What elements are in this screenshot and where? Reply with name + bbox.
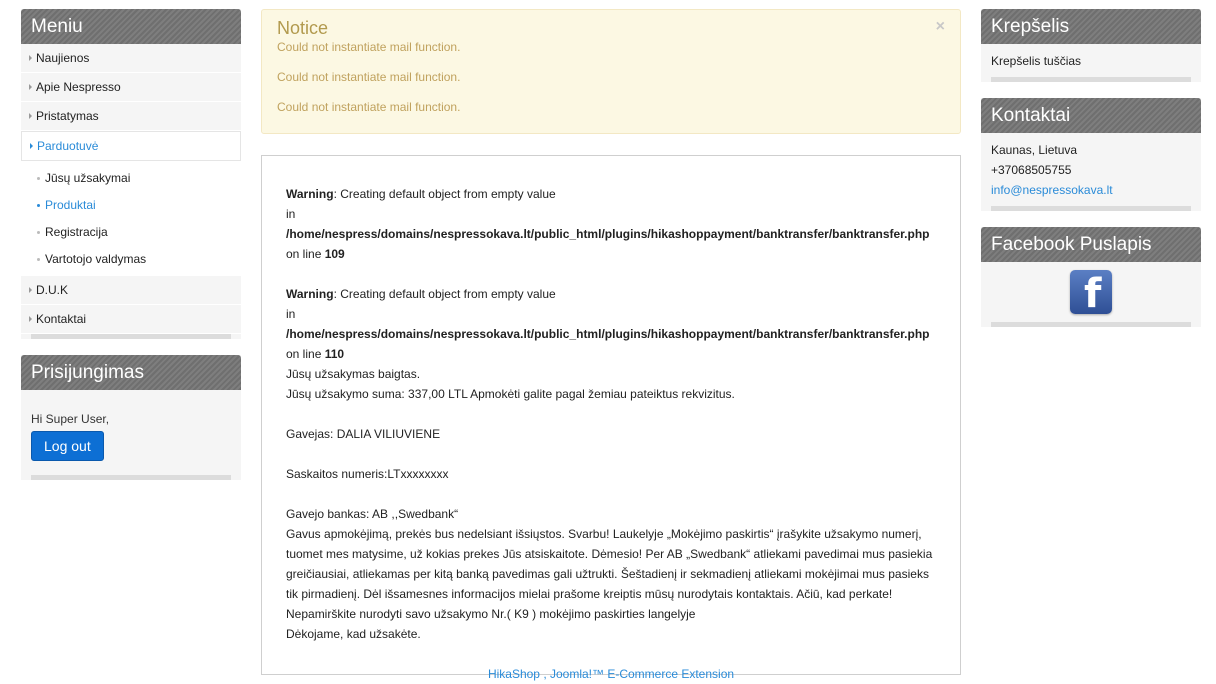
contacts-body xyxy=(981,133,1201,206)
order-sum: Jūsų užsakymo suma: 337,00 LTL Apmokėti galite pagal žemiau pateiktus rekvizitus. xyxy=(286,387,735,401)
module-divider xyxy=(991,77,1191,82)
cart-title: Krepšelis xyxy=(981,9,1201,44)
thanks: Dėkojame, kad užsakėte. xyxy=(286,627,421,641)
hikashop-link[interactable]: HikaShop , Joomla!™ E-Commerce Extension xyxy=(487,667,735,681)
notice-message: Could not instantiate mail function. xyxy=(277,100,461,114)
notice-message: Could not instantiate mail function. xyxy=(277,40,461,54)
menu-item-parduotuve[interactable] xyxy=(21,131,241,161)
instructions-line: tik pirmadienį. Dėl išsamesnes informacijos mielai prašome kreiptis mūsų nurodytais kontaktais. Ačiū, kad perkate! xyxy=(286,587,893,601)
contact-email-link[interactable]: info@nespressokava.lt xyxy=(991,183,1113,197)
menu-item-pristatymas[interactable] xyxy=(21,102,241,130)
submenu-item-label: Produktai xyxy=(45,198,96,212)
menu-item-label: Parduotuvė xyxy=(37,139,99,153)
warning-on-line: on line xyxy=(286,247,325,261)
warning-path: /home/nespress/domains/nespressokava.lt/public_html/plugins/hikashoppayment/banktransfer/banktransfer.php xyxy=(286,227,930,241)
warning-line: 110 xyxy=(324,347,345,361)
warning-path: /home/nespress/domains/nespressokava.lt/public_html/plugins/hikashoppayment/banktransfer/banktransfer.php xyxy=(286,327,930,341)
submenu-item-produktai[interactable] xyxy=(21,192,241,219)
cart-module xyxy=(981,9,1201,82)
menu-item-label: Naujienos xyxy=(36,51,90,65)
warning-line: 109 xyxy=(324,247,345,261)
facebook-title: Facebook Puslapis xyxy=(981,227,1201,262)
bullet-icon xyxy=(37,258,40,261)
shop-submenu xyxy=(21,161,241,275)
cart-empty-text: Krepšelis tuščias xyxy=(991,54,1082,68)
instructions-line: Nepamirškite nurodyti savo užsakymo Nr.( K9 ) mokėjimo paskirties langelyje xyxy=(286,607,696,621)
main-column xyxy=(261,9,961,681)
caret-right-icon xyxy=(29,287,32,293)
menu-item-label: Kontaktai xyxy=(36,312,87,326)
logout-button[interactable]: Log out xyxy=(31,431,104,461)
warning-in: in xyxy=(286,207,296,221)
menu-item-label: Apie Nespresso xyxy=(36,80,121,94)
cart-body xyxy=(981,44,1201,77)
menu-item-label: D.U.K xyxy=(36,283,69,297)
login-body xyxy=(21,390,241,475)
menu-item-label: Pristatymas xyxy=(36,109,99,123)
right-column xyxy=(981,9,1201,343)
caret-right-icon xyxy=(30,143,33,149)
notice-title: Notice xyxy=(277,18,329,38)
order-done: Jūsų užsakymas baigtas. xyxy=(286,367,421,381)
login-title: Prisijungimas xyxy=(21,355,241,390)
bullet-icon xyxy=(37,177,40,180)
receiver: Gavejas: DALIA VILIUVIENE xyxy=(286,427,441,441)
menu-module xyxy=(21,9,241,339)
submenu-item-label: Vartotojo valdymas xyxy=(45,252,147,266)
menu-item-apie-nespresso[interactable] xyxy=(21,73,241,101)
menu-item-naujienos[interactable] xyxy=(21,44,241,72)
left-column xyxy=(21,9,241,496)
module-divider xyxy=(31,475,231,480)
warning-label: Warning xyxy=(286,187,334,201)
warning-block xyxy=(286,184,936,264)
menu-item-duk[interactable] xyxy=(21,276,241,304)
caret-right-icon xyxy=(29,113,32,119)
instructions-line: greičiausiai, atliekamas per kitą banką pavedimas gali užtrukti. Šeštadienį ir sekmadienį atliekami mokėjimai mus pasieks xyxy=(286,567,929,581)
submenu-item-label: Registracija xyxy=(45,225,108,239)
order-content xyxy=(261,155,961,681)
facebook-icon[interactable]: f xyxy=(1070,270,1112,314)
notice-alert xyxy=(261,9,961,134)
warning-on-line: on line xyxy=(286,347,325,361)
caret-right-icon xyxy=(29,316,32,322)
facebook-module xyxy=(981,227,1201,327)
contacts-module xyxy=(981,98,1201,211)
login-greeting: Hi Super User, xyxy=(31,412,110,426)
warning-message: : Creating default object from empty value xyxy=(333,187,556,201)
instructions-line: tuomet mes matysime, už kokias prekes Jūs atsiskaitote. Dėmesio! Per AB „Swedbank“ atliekami pavedimai mus pasiekia xyxy=(286,547,933,561)
contact-phone: +37068505755 xyxy=(991,163,1072,177)
warning-label: Warning xyxy=(286,287,334,301)
account-number: Saskaitos numeris:LTxxxxxxxx xyxy=(286,467,449,481)
main-menu xyxy=(21,44,241,334)
menu-title: Meniu xyxy=(21,9,241,44)
submenu-item-registracija[interactable] xyxy=(21,219,241,246)
module-divider xyxy=(991,206,1191,211)
bank: Gavejo bankas: AB ,,Swedbank“ xyxy=(286,507,459,521)
notice-message: Could not instantiate mail function. xyxy=(277,70,461,84)
contact-city: Kaunas, Lietuva xyxy=(991,143,1078,157)
close-icon[interactable]: × xyxy=(935,18,945,35)
bullet-icon xyxy=(37,231,40,234)
login-module xyxy=(21,355,241,480)
module-divider xyxy=(31,334,231,339)
bullet-icon xyxy=(37,204,40,207)
submenu-item-vartotojo-valdymas[interactable] xyxy=(21,246,241,273)
contacts-title: Kontaktai xyxy=(981,98,1201,133)
module-divider xyxy=(991,322,1191,327)
caret-right-icon xyxy=(29,55,32,61)
submenu-item-jusu-uzsakymai[interactable] xyxy=(21,165,241,192)
instructions-line: Gavus apmokėjimą, prekės bus nedelsiant išsiųstos. Svarbu! Laukelyje „Mokėjimo paskirtis“ įrašykite užsakymo numerį, xyxy=(286,527,922,541)
warning-message: : Creating default object from empty value xyxy=(333,287,556,301)
warning-in: in xyxy=(286,307,296,321)
menu-item-kontaktai[interactable] xyxy=(21,305,241,333)
submenu-item-label: Jūsų užsakymai xyxy=(45,171,131,185)
warning-block xyxy=(286,284,936,364)
facebook-body xyxy=(981,262,1201,322)
caret-right-icon xyxy=(29,84,32,90)
